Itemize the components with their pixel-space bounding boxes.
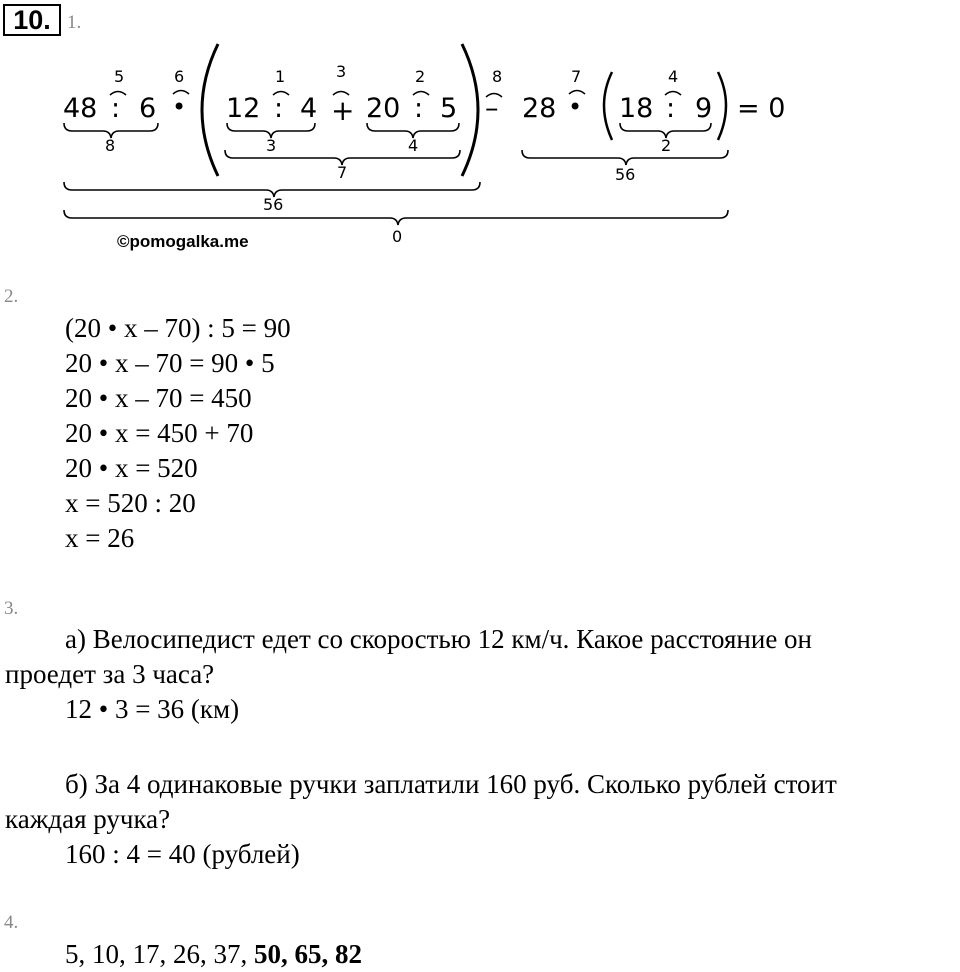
part1-label: 1. (67, 12, 82, 33)
equation-line-3: 20 • x – 70 = 450 (65, 383, 252, 413)
task-number: 10. (13, 5, 51, 35)
problem-b-line-1: б) За 4 одинаковые ручки заплатили 160 руб. Сколько рублей стоит (65, 769, 837, 799)
part3-label: 3. (4, 598, 19, 619)
order-1: 1 (275, 67, 286, 86)
expr-plus: + (331, 94, 355, 127)
problem-a-solution: 12 • 3 = 36 (км) (65, 694, 240, 724)
equation-line-7: x = 26 (65, 523, 135, 553)
under-56-right: 56 (615, 165, 636, 184)
problem-a-line-2: проедет за 3 часа? (5, 659, 215, 689)
order-7: 7 (571, 67, 582, 86)
expr-colon-4: : (666, 93, 676, 124)
under-56-left: 56 (263, 195, 284, 214)
order-6: 6 (174, 67, 185, 86)
expr-48: 48 (63, 93, 98, 124)
expr-colon-1: : (111, 93, 121, 124)
order-5: 5 (114, 67, 125, 86)
part2-label: 2. (4, 286, 19, 307)
equation-line-6: x = 520 : 20 (65, 488, 196, 518)
order-8: 8 (492, 67, 503, 86)
expr-12: 12 (226, 93, 261, 124)
small-right-paren (718, 72, 726, 140)
sequence-answer: 50, 65, 82 (254, 939, 362, 969)
under-0: 0 (392, 227, 403, 246)
expr-dot-2: • (568, 93, 583, 121)
under-2: 2 (661, 136, 672, 155)
problem-a-line-1: а) Велосипедист едет со скоростью 12 км/ч. Какое расстояние он (65, 624, 813, 654)
under-3: 3 (266, 136, 277, 155)
under-7: 7 (337, 163, 348, 182)
expr-5: 5 (440, 93, 458, 124)
sequence-given: 5, 10, 17, 26, 37, (65, 939, 254, 969)
problem-b-solution: 160 : 4 = 40 (рублей) (65, 839, 300, 869)
expr-result: = 0 (737, 93, 786, 124)
expr-colon-2: : (274, 93, 284, 124)
big-left-paren (202, 44, 218, 176)
expr-colon-3: : (414, 93, 424, 124)
equation-line-4: 20 • x = 450 + 70 (65, 418, 254, 448)
sequence-line (65, 937, 362, 972)
expr-minus: – (485, 93, 499, 124)
big-right-paren (462, 44, 478, 176)
expr-20: 20 (366, 93, 401, 124)
order-2: 2 (415, 67, 426, 86)
equation-line-5: 20 • x = 520 (65, 453, 198, 483)
expr-28: 28 (522, 93, 557, 124)
watermark: ©pomogalka.me (117, 232, 249, 251)
order-of-operations-diagram (0, 0, 960, 260)
expr-9: 9 (695, 93, 713, 124)
under-4: 4 (408, 136, 419, 155)
order-3: 3 (336, 62, 347, 81)
equation-line-1: (20 • x – 70) : 5 = 90 (65, 313, 291, 343)
expr-6: 6 (139, 93, 157, 124)
order-4: 4 (668, 67, 679, 86)
problem-b-line-2: каждая ручка? (5, 804, 171, 834)
equation-line-2: 20 • x – 70 = 90 • 5 (65, 348, 275, 378)
under-8: 8 (105, 136, 116, 155)
expr-4: 4 (300, 93, 318, 124)
expr-18: 18 (619, 93, 654, 124)
expr-dot-1: • (172, 93, 187, 121)
part4-label: 4. (4, 912, 19, 933)
small-left-paren (604, 72, 612, 140)
